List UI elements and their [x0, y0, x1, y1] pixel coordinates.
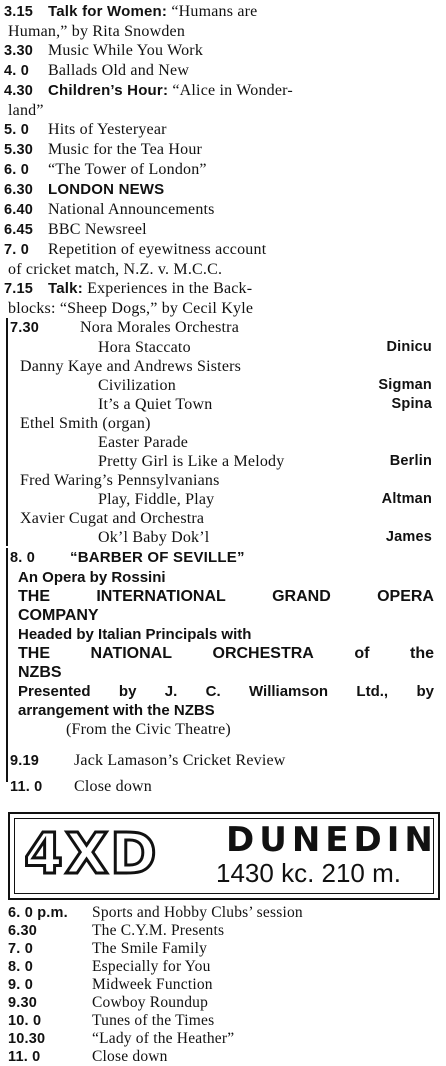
concert-item [10, 433, 440, 452]
program-time: 6. 0 p.m. [8, 905, 68, 921]
program-time: 6. 0 [4, 162, 29, 178]
program-row [4, 220, 440, 240]
program-row [10, 777, 440, 797]
program-time: 7. 0 [8, 941, 33, 957]
program-time: 6.40 [4, 202, 34, 218]
program-row [4, 61, 440, 81]
opera-line [10, 587, 440, 606]
concert-item [10, 490, 440, 509]
program-title: The Smile Family [92, 940, 208, 957]
program-list-top [4, 2, 440, 318]
opera-word: THE [18, 588, 50, 605]
program-title: National Announcements [48, 201, 215, 218]
opera-line [10, 682, 440, 701]
opera-word: OPERA [377, 588, 434, 605]
concert-composer: Spina [391, 396, 432, 412]
program-row [8, 922, 442, 940]
concert-artist: Xavier Cugat and Orchestra [20, 510, 205, 527]
program-time: 5.30 [4, 142, 34, 158]
program-heading: Children’s Hour: [48, 82, 169, 99]
program-row [4, 180, 440, 200]
opera-word: ORCHESTRA [212, 645, 314, 662]
opera-word: NATIONAL [90, 645, 172, 662]
program-row [4, 120, 440, 140]
program-time: 8. 0 [10, 550, 35, 566]
program-title: “Alice in Wonder- [168, 82, 293, 99]
program-time: 10.30 [8, 1031, 46, 1047]
opera-block [10, 548, 440, 797]
program-row [8, 1048, 442, 1066]
program-row [4, 81, 440, 101]
station-city: DUNEDIN [226, 820, 438, 860]
program-row [4, 240, 440, 260]
opera-word: J. [164, 683, 178, 700]
program-row [4, 2, 440, 22]
concert-item [10, 528, 440, 547]
concert-item [10, 357, 440, 376]
program-title: BBC Newsreel [48, 221, 147, 238]
program-time: 7. 0 [4, 242, 29, 258]
program-time: 4. 0 [4, 63, 29, 79]
program-title: Cowboy Roundup [92, 994, 209, 1011]
program-heading: Talk for Women: [48, 3, 168, 20]
opera-word: by [416, 683, 434, 700]
opera-word: GRAND [272, 588, 331, 605]
opera-word: Williamson [249, 683, 329, 700]
program-time: 6.30 [4, 182, 34, 198]
opera-word: INTERNATIONAL [96, 588, 226, 605]
program-time: 7.30 [10, 320, 40, 336]
opera-word: THE [18, 645, 50, 662]
program-row [4, 140, 440, 160]
station-banner [8, 812, 440, 900]
program-row [10, 751, 440, 771]
opera-line: NZBS [18, 664, 62, 681]
concert-composer: Sigman [378, 377, 432, 393]
concert-artist: Fred Waring’s Pennsylvanians [20, 472, 220, 489]
concert-item [10, 395, 440, 414]
concert-piece: It’s a Quiet Town [98, 396, 213, 413]
program-heading: LONDON NEWS [48, 181, 165, 198]
opera-title: “BARBER OF SEVILLE” [70, 549, 245, 566]
opera-word: Ltd., [356, 683, 389, 700]
program-row [8, 904, 442, 922]
program-continuation: blocks: “Sheep Dogs,” by Cecil Kyle [8, 300, 254, 317]
program-row [8, 994, 442, 1012]
program-time: 3.15 [4, 4, 34, 20]
program-title: Experiences in the Back- [82, 280, 253, 297]
concert-item [10, 452, 440, 471]
program-row [8, 976, 442, 994]
opera-word: Presented [18, 683, 91, 700]
program-title: Jack Lamason’s Cricket Review [74, 752, 286, 769]
concert-header-row [10, 318, 440, 338]
program-title: Close down [74, 778, 152, 795]
program-title: Especially for You [92, 958, 211, 975]
program-time: 9. 0 [8, 977, 33, 993]
concert-composer: James [385, 529, 432, 545]
section-rule [6, 318, 8, 546]
program-row [4, 200, 440, 220]
concert-composer: Berlin [389, 453, 432, 469]
program-title: Music While You Work [48, 42, 204, 59]
program-heading: Talk: [48, 280, 83, 297]
opera-word: by [118, 683, 137, 700]
concert-piece: Hora Staccato [98, 339, 191, 356]
program-row [4, 41, 440, 61]
concert-artist: Danny Kaye and Andrews Sisters [20, 358, 242, 375]
concert-item [10, 509, 440, 528]
program-row [8, 1030, 442, 1048]
program-title: Repetition of eyewitness account [48, 241, 267, 258]
program-time: 11. 0 [8, 1049, 41, 1065]
concert-artist: Ethel Smith (organ) [20, 415, 151, 432]
opera-word: the [409, 645, 434, 662]
concert-composer: Altman [381, 491, 432, 507]
concert-piece: Ok’l Baby Dok’l [98, 529, 210, 546]
program-row [8, 1012, 442, 1030]
concert-piece: Pretty Girl is Like a Melody [98, 453, 285, 470]
opera-venue: (From the Civic Theatre) [66, 721, 231, 738]
opera-line [10, 644, 440, 663]
program-title: Midweek Function [92, 976, 213, 993]
program-continuation: land” [8, 102, 44, 119]
program-title: Ballads Old and New [48, 62, 190, 79]
program-time: 9.30 [8, 995, 38, 1011]
program-title: Close down [92, 1048, 168, 1065]
program-time: 6.45 [4, 222, 34, 238]
concert-header: Nora Morales Orchestra [80, 319, 240, 336]
concert-item [10, 471, 440, 490]
program-time: 11. 0 [10, 779, 43, 795]
opera-word: C. [205, 683, 221, 700]
opera-line: COMPANY [18, 607, 99, 624]
program-title: “Humans are [167, 3, 258, 20]
concert-item [10, 338, 440, 357]
program-time: 10. 0 [8, 1013, 42, 1029]
concert-composer: Dinicu [386, 339, 432, 355]
program-title: The C.Y.M. Presents [92, 922, 225, 939]
concert-piece: Play, Fiddle, Play [98, 491, 215, 508]
program-time: 8. 0 [8, 959, 33, 975]
program-row [8, 940, 442, 958]
opera-line: Headed by Italian Principals with [18, 626, 252, 643]
program-time: 3.30 [4, 43, 34, 59]
program-row [8, 958, 442, 976]
program-time: 5. 0 [4, 122, 29, 138]
program-continuation: Human,” by Rita Snowden [8, 23, 186, 40]
program-title: “Lady of the Heather” [92, 1030, 235, 1047]
opera-line: An Opera by Rossini [18, 569, 166, 586]
concert-piece: Civilization [98, 377, 176, 394]
program-title: Sports and Hobby Clubs’ session [92, 904, 303, 921]
program-row [4, 160, 440, 180]
program-time: 6.30 [8, 923, 38, 939]
opera-title-row [10, 548, 440, 568]
program-continuation: of cricket match, N.Z. v. M.C.C. [8, 261, 223, 278]
program-time: 7.15 [4, 281, 34, 297]
program-title: Music for the Tea Hour [48, 141, 203, 158]
program-time: 9.19 [10, 753, 40, 769]
opera-word: of [354, 645, 370, 662]
opera-line: arrangement with the NZBS [18, 702, 215, 719]
concert-item [10, 376, 440, 395]
station-logo: 4XD [24, 822, 159, 887]
program-title: “The Tower of London” [48, 161, 207, 178]
program-list-bottom [8, 904, 442, 1066]
concert-block [10, 318, 440, 547]
program-row [4, 279, 440, 299]
program-time: 4.30 [4, 83, 34, 99]
concert-item [10, 414, 440, 433]
program-title: Tunes of the Times [92, 1012, 215, 1029]
program-title: Hits of Yesteryear [48, 121, 167, 138]
concert-piece: Easter Parade [98, 434, 189, 451]
section-rule [6, 548, 8, 782]
station-frequency: 1430 kc. 210 m. [216, 858, 401, 888]
